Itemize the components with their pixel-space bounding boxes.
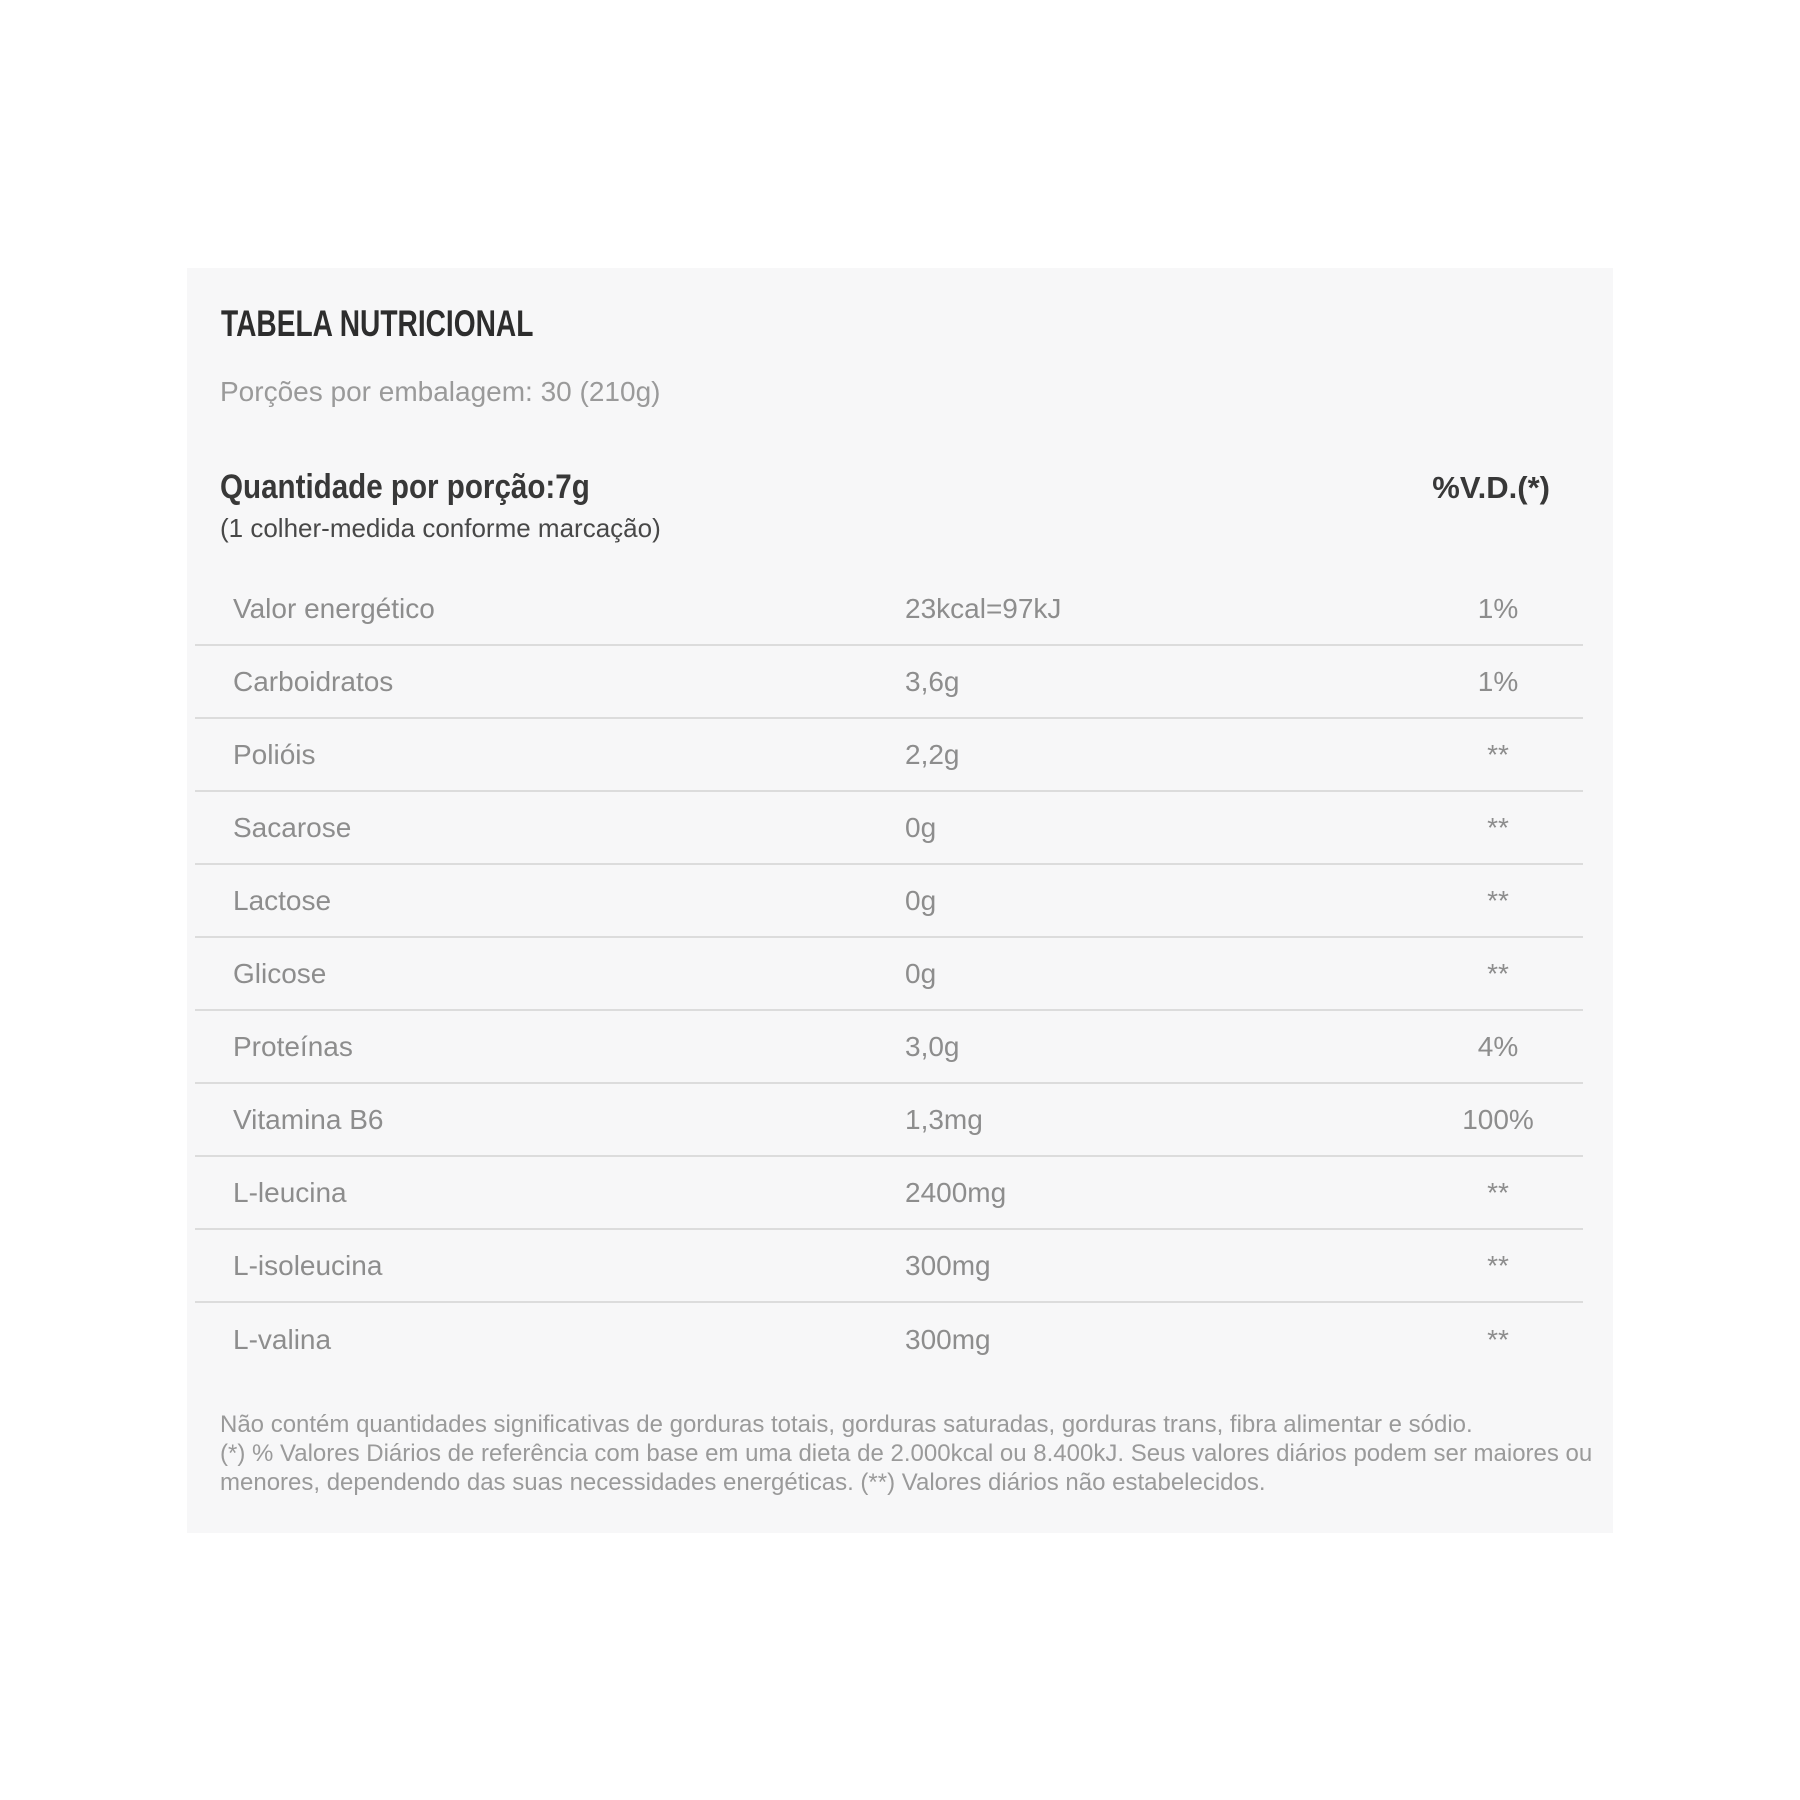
table-row [195, 792, 1583, 865]
nutrient-dv: 100% [1462, 1103, 1534, 1135]
nutrient-amount: 2,2g [905, 738, 960, 770]
nutrition-table-title: TABELA NUTRICIONAL [221, 303, 534, 344]
nutrient-dv: ** [1487, 1323, 1509, 1355]
nutrient-amount: 300mg [905, 1323, 991, 1355]
table-row [195, 938, 1583, 1011]
footnote-no-significant-amounts: Não contém quantidades significativas de gorduras totais, gorduras saturadas, gorduras trans, fibra alimentar e sódio. [220, 1411, 1473, 1438]
nutrient-amount: 1,3mg [905, 1103, 983, 1135]
nutrient-amount: 2400mg [905, 1176, 1007, 1208]
table-row [195, 719, 1583, 792]
nutrient-name: Sacarose [233, 811, 352, 843]
table-row [195, 1011, 1583, 1084]
nutrient-name: Proteínas [233, 1030, 353, 1062]
table-row [195, 646, 1583, 719]
table-header-row [220, 470, 1550, 504]
nutrient-name: L-leucina [233, 1176, 347, 1208]
nutrient-amount: 0g [905, 884, 937, 916]
nutrient-amount: 23kcal=97kJ [905, 592, 1062, 624]
nutrient-amount: 3,6g [905, 665, 960, 697]
table-row [195, 1084, 1583, 1157]
quantity-per-serving-label: Quantidade por porção:7g [220, 468, 590, 506]
nutrient-dv: ** [1487, 1176, 1509, 1208]
nutrient-name: Lactose [233, 884, 332, 916]
servings-per-package: Porções por embalagem: 30 (210g) [220, 376, 661, 407]
nutrient-dv: 4% [1477, 1030, 1519, 1062]
daily-value-header: %V.D.(*) [1432, 470, 1550, 505]
table-row [195, 1303, 1583, 1376]
table-row [195, 865, 1583, 938]
nutrition-facts-card [187, 268, 1613, 1533]
table-row [195, 1157, 1583, 1230]
nutrient-dv: ** [1487, 811, 1509, 843]
nutrient-dv: 1% [1477, 665, 1519, 697]
nutrient-amount: 3,0g [905, 1030, 960, 1062]
nutrient-amount: 0g [905, 957, 937, 989]
nutrient-dv: ** [1487, 957, 1509, 989]
nutrient-name: Valor energético [233, 592, 435, 624]
nutrient-dv: ** [1487, 738, 1509, 770]
nutrient-dv: ** [1487, 884, 1509, 916]
table-row [195, 573, 1583, 646]
nutrient-amount: 0g [905, 811, 937, 843]
footnotes [220, 1410, 1615, 1497]
serving-measure-note: (1 colher-medida conforme marcação) [220, 513, 661, 543]
nutrient-name: L-isoleucina [233, 1249, 383, 1281]
nutrient-name: Polióis [233, 738, 316, 770]
nutrient-name: Carboidratos [233, 665, 394, 697]
nutrition-table [195, 573, 1583, 1376]
nutrient-dv: 1% [1477, 592, 1519, 624]
nutrient-name: Glicose [233, 957, 327, 989]
nutrient-amount: 300mg [905, 1249, 991, 1281]
nutrient-dv: ** [1487, 1249, 1509, 1281]
nutrient-name: L-valina [233, 1323, 332, 1355]
nutrient-name: Vitamina B6 [233, 1103, 384, 1135]
footnote-daily-values-reference: (*) % Valores Diários de referência com base em uma dieta de 2.000kcal ou 8.400kJ. Seus valores diários podem ser maiores ou menores, dependendo das suas necessidades energéticas. (**) Valores diários não estabelecidos. [220, 1440, 1593, 1496]
table-row [195, 1230, 1583, 1303]
